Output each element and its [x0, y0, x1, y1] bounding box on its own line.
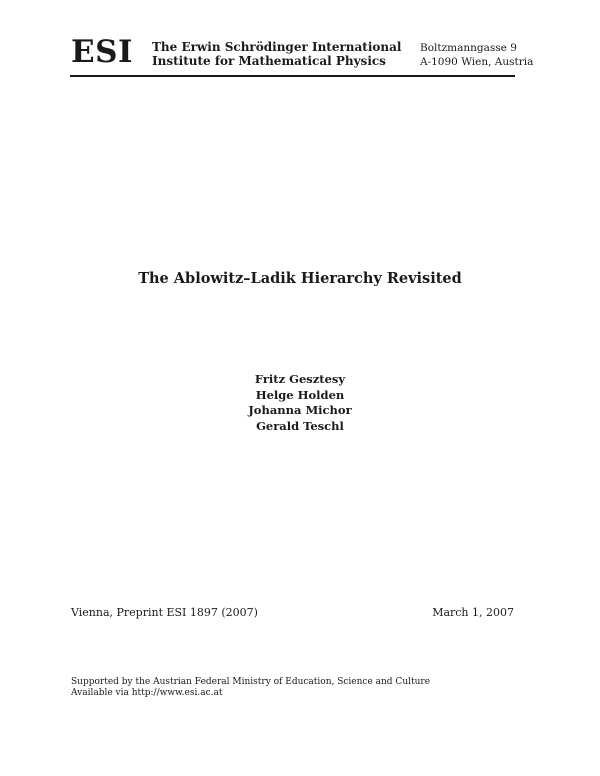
address-line1: Boltzmanngasse 9 [420, 42, 517, 54]
institute-name-line1: The Erwin Schrödinger International [152, 40, 402, 54]
institute-name [152, 40, 401, 68]
availability-line: Available via http://www.esi.ac.at [71, 688, 223, 698]
author-name: Johanna Michor [248, 403, 352, 417]
address-line2: A-1090 Wien, Austria [420, 56, 534, 68]
author-name: Gerald Teschl [256, 418, 344, 433]
support-note [71, 677, 430, 699]
preprint-number: Vienna, Preprint ESI 1897 (2007) [71, 606, 258, 619]
header-rule [70, 75, 515, 77]
esi-logo: ESI [71, 34, 134, 70]
support-line: Supported by the Austrian Federal Ministry of Education, Science and Culture [71, 677, 431, 687]
author-name: Helge Holden [255, 387, 345, 402]
author-name: Fritz Gesztesy [254, 372, 346, 386]
paper-title: The Ablowitz–Ladik Hierarchy Revisited [138, 270, 462, 287]
institute-address [420, 41, 533, 69]
preprint-date: March 1, 2007 [432, 606, 514, 619]
institute-name-line2: Institute for Mathematical Physics [152, 54, 386, 68]
author-list [0, 372, 600, 434]
